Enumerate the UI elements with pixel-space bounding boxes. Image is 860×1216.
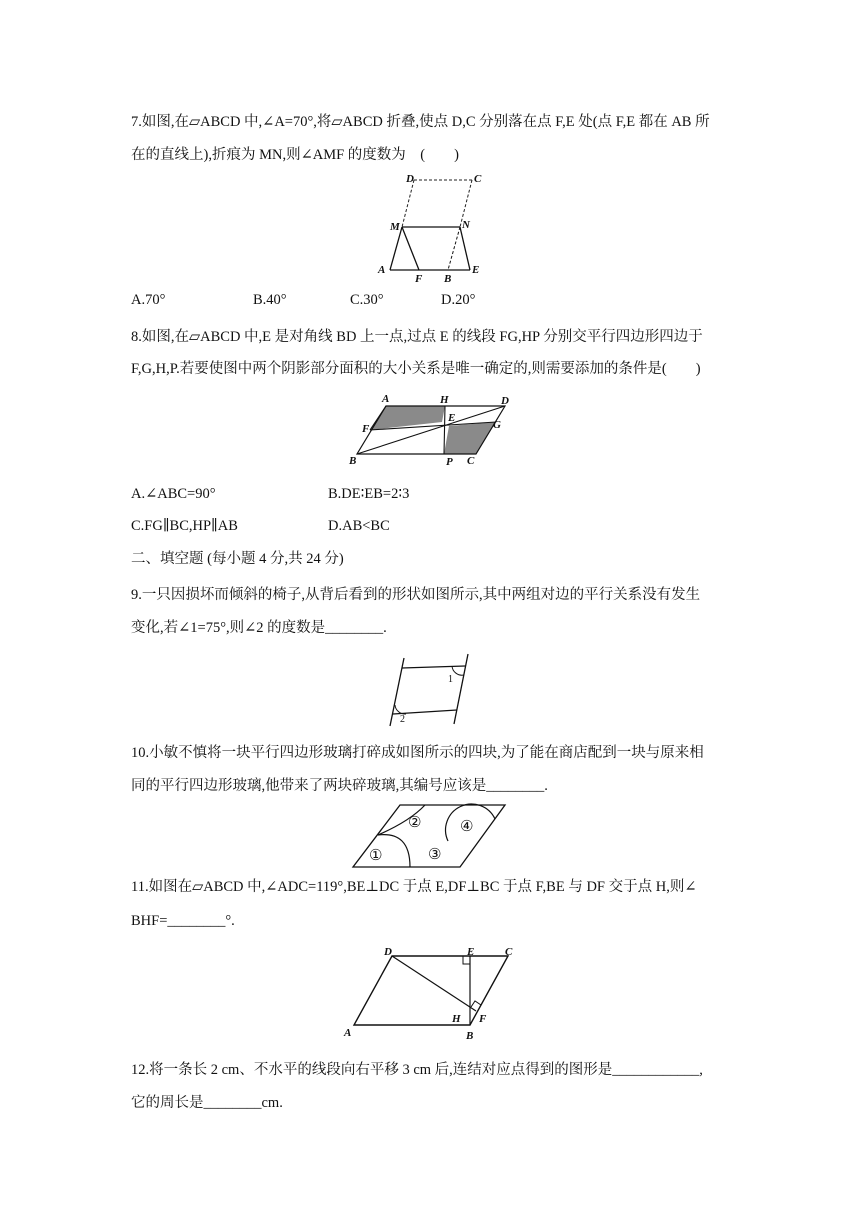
q8-option-a: A.∠ABC=90° bbox=[131, 486, 216, 502]
q7-option-b: B.40° bbox=[253, 292, 287, 308]
q8-option-d: D.AB<BC bbox=[328, 518, 390, 534]
q7-option-a: A.70° bbox=[131, 292, 166, 308]
q8-figure bbox=[345, 392, 520, 468]
q8-text-line2: F,G,H,P.若要使图中两个阴影部分面积的大小关系是唯一确定的,则需要添加的条件是( ) bbox=[131, 361, 701, 377]
q7-figure bbox=[372, 170, 492, 285]
q10-piece-3: ③ bbox=[428, 845, 442, 863]
q8-label-d: D bbox=[501, 395, 509, 407]
q10-piece-1: ① bbox=[369, 846, 383, 864]
q12-text-line1: 12.将一条长 2 cm、不水平的线段向右平移 3 cm 后,连结对应点得到的图形是____________, bbox=[131, 1062, 703, 1078]
q9-angle-2-label: 2 bbox=[400, 714, 405, 725]
q8-label-e: E bbox=[448, 412, 456, 424]
q8-option-c: C.FG∥BC,HP∥AB bbox=[131, 518, 238, 534]
q11-label-e: E bbox=[467, 946, 475, 958]
q7-option-d: D.20° bbox=[441, 292, 476, 308]
q11-label-d: D bbox=[384, 946, 392, 958]
q8-label-g: G bbox=[493, 419, 501, 431]
q7-label-m: M bbox=[390, 221, 400, 233]
q7-label-b: B bbox=[444, 273, 452, 285]
q11-label-c: C bbox=[505, 946, 513, 958]
q7-label-f: F bbox=[415, 273, 423, 285]
section-heading-fill-in: 二、填空题 (每小题 4 分,共 24 分) bbox=[131, 551, 344, 567]
q11-label-b: B bbox=[466, 1030, 474, 1042]
q7-text-line1: 7.如图,在▱ABCD 中,∠A=70°,将▱ABCD 折叠,使点 D,C 分别落在点 F,E 处(点 F,E 都在 AB 所 bbox=[131, 114, 710, 130]
q11-text-line2: BHF=________°. bbox=[131, 913, 235, 929]
q7-label-e: E bbox=[472, 264, 480, 276]
q7-option-c: C.30° bbox=[350, 292, 384, 308]
q9-angle-1-label: 1 bbox=[448, 674, 453, 685]
q11-figure bbox=[340, 942, 525, 1042]
q7-text-line2: 在的直线上),折痕为 MN,则∠AMF 的度数为 ( ) bbox=[131, 147, 459, 163]
q8-label-p: P bbox=[446, 456, 453, 468]
q11-text-line1: 11.如图在▱ABCD 中,∠ADC=119°,BE⊥DC 于点 E,DF⊥BC 于点 F,BE 与 DF 交于点 H,则∠ bbox=[131, 879, 697, 895]
q9-text-line1: 9.一只因损坏而倾斜的椅子,从背后看到的形状如图所示,其中两组对边的平行关系没有发生 bbox=[131, 587, 701, 603]
q10-text-line2: 同的平行四边形玻璃,他带来了两块碎玻璃,其编号应该是________. bbox=[131, 778, 548, 794]
q9-text-line2: 变化,若∠1=75°,则∠2 的度数是________. bbox=[131, 620, 387, 636]
q11-label-f: F bbox=[479, 1013, 487, 1025]
q8-label-h: H bbox=[440, 394, 449, 406]
q8-label-b: B bbox=[349, 455, 357, 467]
q8-label-f: F bbox=[362, 423, 370, 435]
q10-figure bbox=[350, 801, 510, 871]
q11-label-a: A bbox=[344, 1027, 352, 1039]
q8-label-a: A bbox=[382, 393, 390, 405]
q7-label-a: A bbox=[378, 264, 386, 276]
q8-text-line1: 8.如图,在▱ABCD 中,E 是对角线 BD 上一点,过点 E 的线段 FG,HP 分别交平行四边形四边于 bbox=[131, 329, 703, 345]
q7-label-n: N bbox=[462, 219, 470, 231]
q7-label-c: C bbox=[474, 173, 482, 185]
q12-text-line2: 它的周长是________cm. bbox=[131, 1095, 283, 1111]
q8-label-c: C bbox=[467, 455, 475, 467]
q10-text-line1: 10.小敏不慎将一块平行四边形玻璃打碎成如图所示的四块,为了能在商店配到一块与原来相 bbox=[131, 745, 704, 761]
q9-figure bbox=[380, 650, 480, 730]
q10-piece-4: ④ bbox=[460, 817, 474, 835]
q7-label-d: D bbox=[406, 173, 414, 185]
q10-piece-2: ② bbox=[408, 813, 422, 831]
q11-label-h: H bbox=[452, 1013, 461, 1025]
q8-option-b: B.DE∶EB=2∶3 bbox=[328, 486, 410, 502]
